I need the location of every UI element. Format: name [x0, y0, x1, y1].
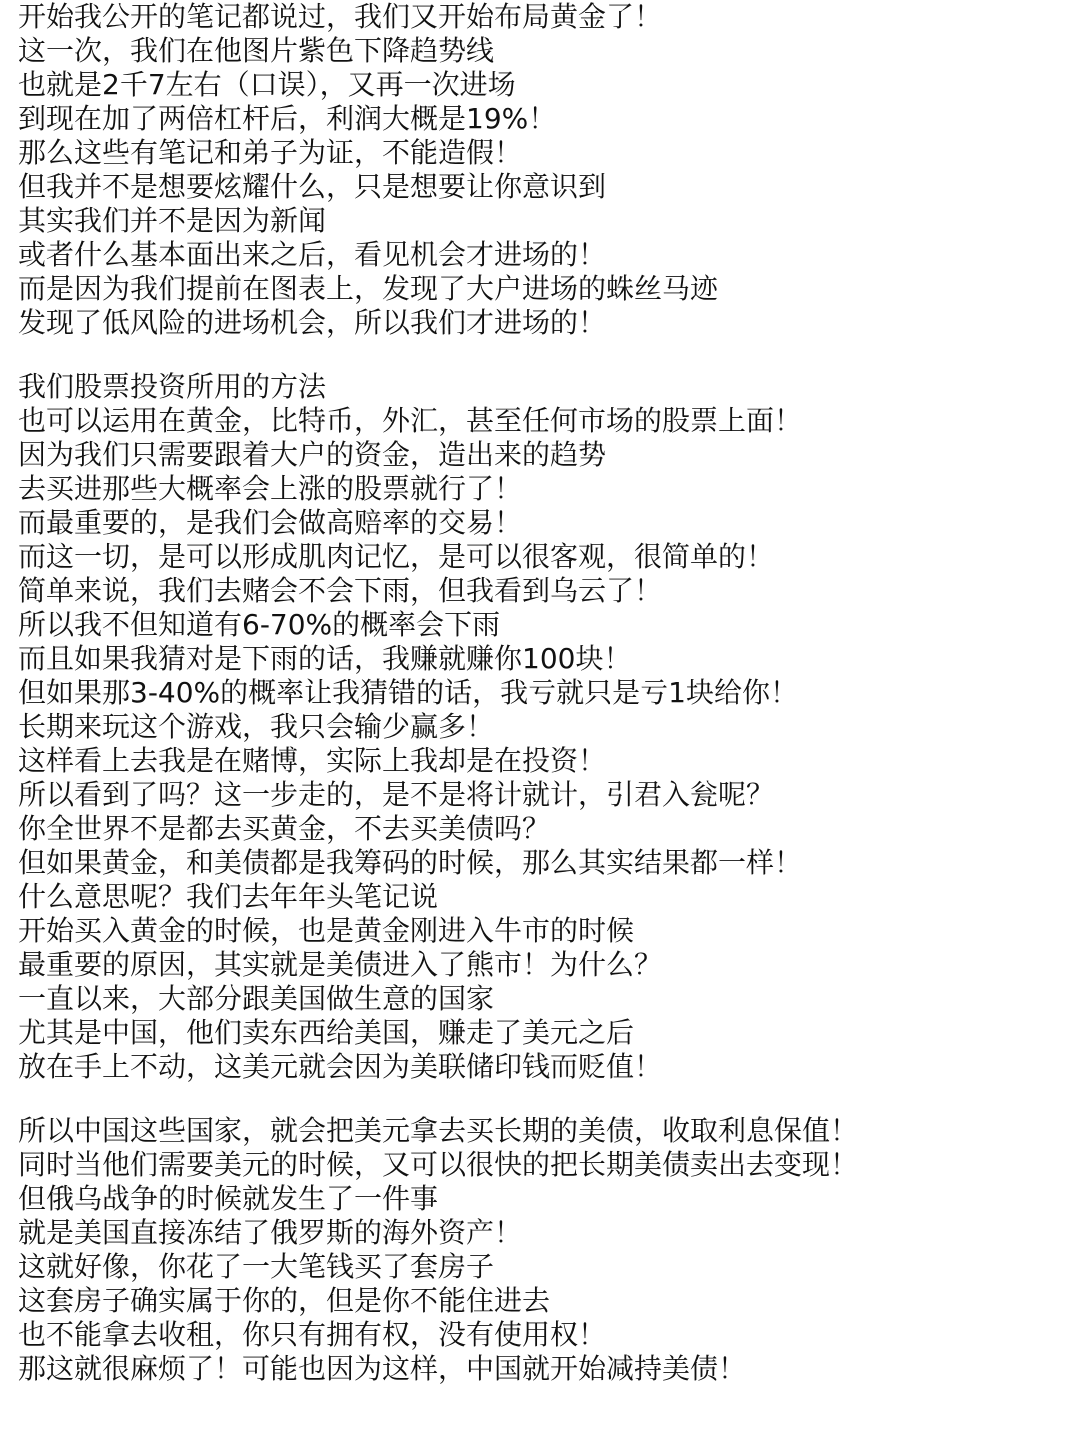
text-line: 但我并不是想要炫耀什么，只是想要让你意识到 — [18, 170, 607, 203]
text-line: 这一次，我们在他图片紫色下降趋势线 — [18, 34, 495, 67]
note-body — [18, 0, 1068, 1386]
paragraph-spacer — [18, 1084, 1068, 1114]
text-line: 放在手上不动，这美元就会因为美联储印钱而贬值！ — [18, 1050, 663, 1083]
text-line: 去买进那些大概率会上涨的股票就行了！ — [18, 472, 523, 505]
text-line: 你全世界不是都去买黄金，不去买美债吗？ — [18, 812, 551, 845]
text-line: 所以中国这些国家，就会把美元拿去买长期的美债，收取利息保值！ — [18, 1114, 859, 1147]
text-line: 也不能拿去收租，你只有拥有权，没有使用权！ — [18, 1318, 607, 1351]
text-line: 因为我们只需要跟着大户的资金，造出来的趋势 — [18, 438, 607, 471]
text-line: 这样看上去我是在赌博，实际上我却是在投资！ — [18, 744, 607, 777]
text-line: 简单来说，我们去赌会不会下雨，但我看到乌云了！ — [18, 574, 663, 607]
text-line: 但如果黄金，和美债都是我筹码的时候，那么其实结果都一样！ — [18, 846, 803, 879]
text-line: 或者什么基本面出来之后，看见机会才进场的！ — [18, 238, 607, 271]
text-line: 开始买入黄金的时候，也是黄金刚进入牛市的时候 — [18, 914, 635, 947]
text-line: 而且如果我猜对是下雨的话，我赚就赚你100块！ — [18, 642, 632, 675]
text-line: 最重要的原因，其实就是美债进入了熊市！为什么？ — [18, 948, 663, 981]
text-line: 长期来玩这个游戏，我只会输少赢多！ — [18, 710, 495, 743]
text-line: 什么意思呢？我们去年年头笔记说 — [18, 880, 439, 913]
text-line: 这套房子确实属于你的，但是你不能住进去 — [18, 1284, 551, 1317]
text-line: 这就好像，你花了一大笔钱买了套房子 — [18, 1250, 495, 1283]
text-line: 开始我公开的笔记都说过，我们又开始布局黄金了！ — [18, 0, 663, 33]
text-line: 所以看到了吗？这一步走的，是不是将计就计，引君入瓮呢？ — [18, 778, 775, 811]
text-line: 那这就很麻烦了！可能也因为这样，中国就开始减持美债！ — [18, 1352, 747, 1385]
text-line: 也可以运用在黄金，比特币，外汇，甚至任何市场的股票上面！ — [18, 404, 803, 437]
text-line: 而是因为我们提前在图表上，发现了大户进场的蛛丝马迹 — [18, 272, 719, 305]
paragraph-2 — [18, 370, 1068, 1084]
text-line: 就是美国直接冻结了俄罗斯的海外资产！ — [18, 1216, 523, 1249]
text-line: 但俄乌战争的时候就发生了一件事 — [18, 1182, 439, 1215]
text-line: 那么这些有笔记和弟子为证，不能造假！ — [18, 136, 523, 169]
text-line: 但如果那3-40%的概率让我猜错的话，我亏就只是亏1块给你！ — [18, 676, 798, 709]
text-line: 所以我不但知道有6-70%的概率会下雨 — [18, 608, 501, 641]
paragraph-spacer — [18, 340, 1068, 370]
text-line: 同时当他们需要美元的时候，又可以很快的把长期美债卖出去变现！ — [18, 1148, 859, 1181]
text-line: 我们股票投资所用的方法 — [18, 370, 327, 403]
text-line: 尤其是中国，他们卖东西给美国，赚走了美元之后 — [18, 1016, 635, 1049]
paragraph-1 — [18, 0, 1068, 340]
text-line: 也就是2千7左右（口误），又再一次进场 — [18, 68, 516, 101]
paragraph-3 — [18, 1114, 1068, 1386]
text-line: 而最重要的，是我们会做高赔率的交易！ — [18, 506, 523, 539]
text-line: 其实我们并不是因为新闻 — [18, 204, 327, 237]
text-line: 到现在加了两倍杠杆后，利润大概是19%！ — [18, 102, 557, 135]
text-line: 发现了低风险的进场机会，所以我们才进场的！ — [18, 306, 607, 339]
text-line: 而这一切，是可以形成肌肉记忆，是可以很客观，很简单的！ — [18, 540, 775, 573]
text-line: 一直以来，大部分跟美国做生意的国家 — [18, 982, 495, 1015]
